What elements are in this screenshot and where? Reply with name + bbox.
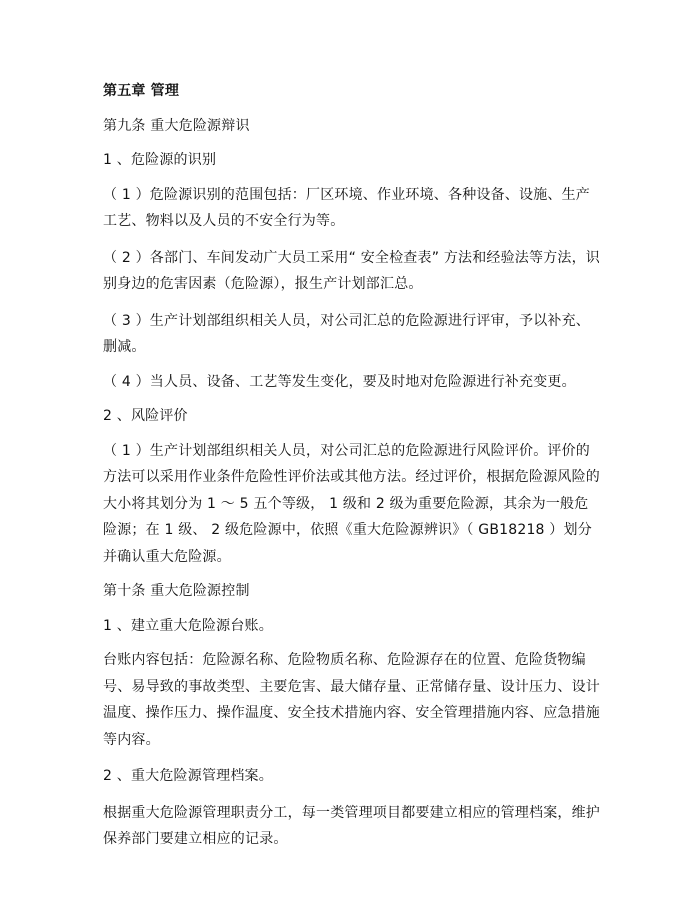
section-1-title: 1 、危险源的识别 bbox=[103, 152, 217, 168]
section-2-paragraph-1: （ 1 ）生产计划部组织相关人员，对公司汇总的危险源进行风险评价。评价的方法可以采用作业条件危险性评价法或其他方法。经过评价，根据危险源风险的大小将其划分为 1 ～ 5 五个等级， 1 级和 2 级为重要危险源，其余为一般危险源；在 1 级、 2 级危险源中，依照《重大危险源辨识》（ GB18218 ）划分并确认重大危险源。 bbox=[103, 442, 600, 565]
article-10-section-1-paragraph: 台账内容包括：危险源名称、危险物质名称、危险源存在的位置、危险货物编号、易导致的事故类型、主要危害、最大储存量、正常储存量、设计压力、设计温度、操作压力、操作温度、安全技术措施内容、安全管理措施内容、应急措施等内容。 bbox=[103, 652, 600, 748]
section-1-paragraph-3: （ 3 ）生产计划部组织相关人员，对公司汇总的危险源进行评审，予以补充、删减。 bbox=[103, 312, 591, 355]
section-1-paragraph-2: （ 2 ）各部门、车间发动广大员工采用“ 安全检查表” 方法和经验法等方法，识别身边的危害因素（危险源），报生产计划部汇总。 bbox=[103, 249, 601, 292]
section-1-paragraph-1: （ 1 ）危险源识别的范围包括：厂区环境、作业环境、各种设备、设施、生产工艺、物料以及人员的不安全行为等。 bbox=[103, 186, 591, 229]
document-page bbox=[103, 78, 600, 853]
article-10-section-1-title: 1 、建立重大危险源台账。 bbox=[103, 617, 273, 634]
section-2-title: 2 、风险评价 bbox=[103, 408, 188, 424]
article-10-section-2-paragraph: 根据重大危险源管理职责分工，每一类管理项目都要建立相应的管理档案，维护保养部门要建立相应的记录。 bbox=[103, 804, 600, 847]
chapter-title: 第五章 管理 bbox=[103, 83, 180, 99]
section-1-paragraph-4: （ 4 ）当人员、设备、工艺等发生变化，要及时地对危险源进行补充变更。 bbox=[103, 373, 576, 390]
article-10-section-2-title: 2 、重大危险源管理档案。 bbox=[103, 768, 273, 784]
article-9-title: 第九条 重大危险源辩识 bbox=[103, 117, 250, 134]
article-10-title: 第十条 重大危险源控制 bbox=[103, 583, 250, 599]
